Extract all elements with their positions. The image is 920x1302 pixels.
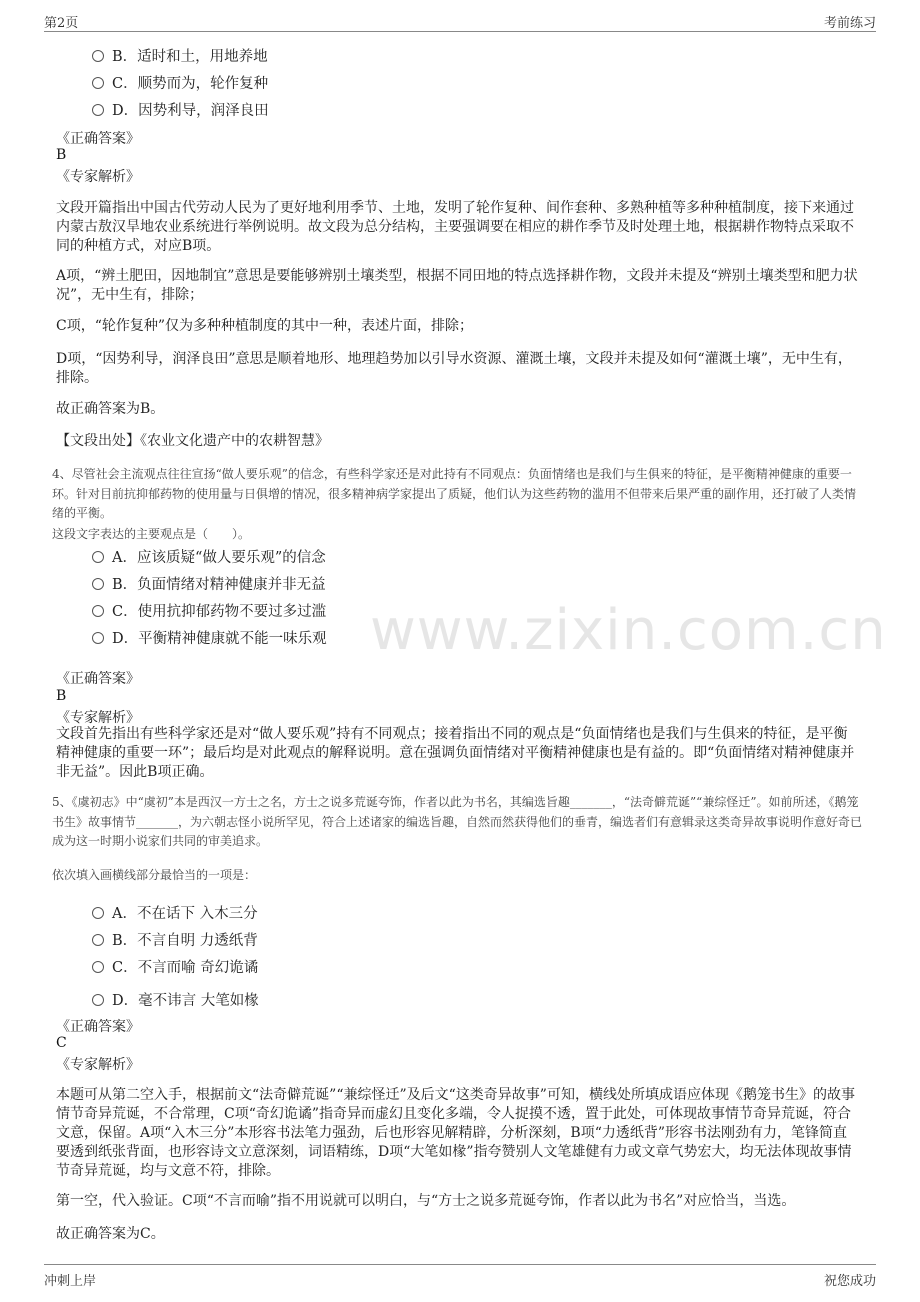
q4-option-b[interactable]: B．负面情绪对精神健康并非无益: [92, 573, 326, 594]
q3-analysis-heading: 《专家解析》: [56, 169, 140, 185]
q3-answer: B: [56, 147, 67, 163]
q4-stem: 4、尽管社会主流观点往往宣扬“做人要乐观”的信念，有些科学家还是对此持有不同观点：负面情绪也是我们与生俱来的特征，是平衡精神健康的重要一环。针对目前抗抑郁药物的使用量与日俱增的情况，很多精神病学家提出了质疑，他们认为这些药物的滥用不但带来后果严重的副作用，还打破了人类情绪的平衡。: [52, 467, 857, 520]
radio-icon[interactable]: [92, 605, 104, 617]
q3-analysis-p2: A项，“辨土肥田，因地制宜”意思是要能够辨别土壤类型，根据不同田地的特点选择耕作物，文段并未提及“辨别土壤类型和肥力状况”，无中生有，排除；: [56, 268, 858, 303]
q5-option-d[interactable]: D．毫不讳言 大笔如椽: [92, 989, 259, 1010]
radio-icon[interactable]: [92, 77, 104, 89]
q4-prompt: 这段文字表达的主要观点是（ ）。: [52, 527, 251, 541]
page-header: [0, 0, 920, 34]
q5-answer: C: [56, 1035, 67, 1051]
radio-icon[interactable]: [92, 994, 104, 1006]
header-title: 考前练习: [823, 16, 876, 31]
radio-icon[interactable]: [92, 934, 104, 946]
q3-analysis-p5: 故正确答案为B。: [56, 401, 165, 417]
q4-answer-heading: 《正确答案》: [56, 671, 140, 687]
q5-answer-heading: 《正确答案》: [56, 1019, 140, 1035]
q4-answer: B: [56, 688, 67, 704]
radio-icon[interactable]: [92, 551, 104, 563]
q3-analysis-p3: C项，“轮作复种”仅为多种种植制度的其中一种，表述片面，排除；: [56, 318, 474, 334]
q4-option-d[interactable]: D．平衡精神健康就不能一味乐观: [92, 627, 327, 648]
radio-icon[interactable]: [92, 632, 104, 644]
q3-option-c[interactable]: C．顺势而为，轮作复种: [92, 72, 268, 93]
radio-icon[interactable]: [92, 104, 104, 116]
q3-analysis-p4: D项，“因势利导，润泽良田”意思是顺着地形、地理趋势加以引导水资源、灌溉土壤，文段并未提及如何“灌溉土壤”，无中生有，排除。: [56, 351, 852, 386]
header-divider: [44, 31, 876, 32]
page-number: 第2页: [44, 16, 79, 31]
q5-option-b[interactable]: B．不言自明 力透纸背: [92, 929, 258, 950]
radio-icon[interactable]: [92, 961, 104, 973]
watermark: www.zixin.com.cn: [370, 598, 887, 663]
q4-analysis: 文段首先指出有些科学家还是对“做人要乐观”持有不同观点；接着指出不同的观点是“负面情绪也是我们与生俱来的特征，是平衡精神健康的重要一环”；最后均是对此观点的解释说明。意在强调负面情绪对平衡精神健康也是有益的。即“负面情绪对精神健康并非无益”。因此B项正确。: [56, 726, 855, 780]
q3-option-d[interactable]: D．因势利导，润泽良田: [92, 99, 269, 120]
q3-source: 【文段出处】《农业文化遗产中的农耕智慧》: [56, 433, 329, 449]
footer-right-text: 祝您成功: [823, 1274, 876, 1289]
q3-answer-heading: 《正确答案》: [56, 131, 140, 147]
q3-option-b[interactable]: B．适时和土，用地养地: [92, 45, 268, 66]
radio-icon[interactable]: [92, 50, 104, 62]
q4-option-a[interactable]: A．应该质疑“做人要乐观”的信念: [92, 546, 326, 567]
q5-analysis-p1: 本题可从第二空入手，根据前文“法奇僻荒诞”“兼综怪迁”及后文“这类奇异故事”可知，横线处所填成语应体现《鹅笼书生》的故事情节奇异荒诞，不合常理，C项“奇幻诡谲”指奇异而虚幻且变化多端，令人捉摸不透，置于此处，可体现故事情节奇异荒诞，符合文意，保留。A项“入木三分”本形容书法笔力强劲，后也形容见解精辟，分析深刻，B项“力透纸背”形容书法刚劲有力，笔锋简直要透到纸张背面，也形容诗文立意深刻，词语精练，D项“大笔如椽”指夸赞别人文笔雄健有力或文章气势宏大，均无法体现故事情节奇异荒诞，均与文意不符，排除。: [56, 1087, 855, 1179]
q4-analysis-heading: 《专家解析》: [56, 710, 140, 726]
q5-analysis-p3: 故正确答案为C。: [56, 1226, 165, 1242]
q5-stem: 5、《虞初志》中“虞初”本是西汉一方士之名，方士之说多荒诞夸饰，作者以此为书名，其编选旨趣_______，“法奇僻荒诞”“兼综怪迁”。如前所述，《鹅笼书生》故事情节_______，为六朝志怪小说所罕见，符合上述诸家的编选旨趣，自然而然获得他们的垂青，编选者们有意辑录这类奇异故事说明作意好奇已成为这一时期小说家们共同的审美追求。: [52, 795, 863, 848]
q3-analysis-p1: 文段开篇指出中国古代劳动人民为了更好地利用季节、土地，发明了轮作复种、间作套种、多熟种植等多种种植制度，接下来通过内蒙古敖汉旱地农业系统进行举例说明。故文段为总分结构，主要强调要在相应的耕作季节及时处理土地，根据耕作物特点采取不同的种植方式，对应B项。: [56, 200, 854, 254]
footer-divider: [44, 1264, 876, 1265]
footer-left-text: 冲刺上岸: [44, 1274, 97, 1289]
q5-option-c[interactable]: C．不言而喻 奇幻诡谲: [92, 956, 258, 977]
q4-option-c[interactable]: C．使用抗抑郁药物不要过多过滥: [92, 600, 326, 621]
q5-option-a[interactable]: A．不在话下 入木三分: [92, 902, 258, 923]
radio-icon[interactable]: [92, 578, 104, 590]
q5-analysis-p2: 第一空，代入验证。C项“不言而喻”指不用说就可以明白，与“方士之说多荒诞夸饰，作者以此为书名”对应恰当，当选。: [56, 1193, 796, 1209]
q5-analysis-heading: 《专家解析》: [56, 1057, 140, 1073]
q5-prompt: 依次填入画横线部分最恰当的一项是：: [52, 868, 257, 882]
radio-icon[interactable]: [92, 907, 104, 919]
